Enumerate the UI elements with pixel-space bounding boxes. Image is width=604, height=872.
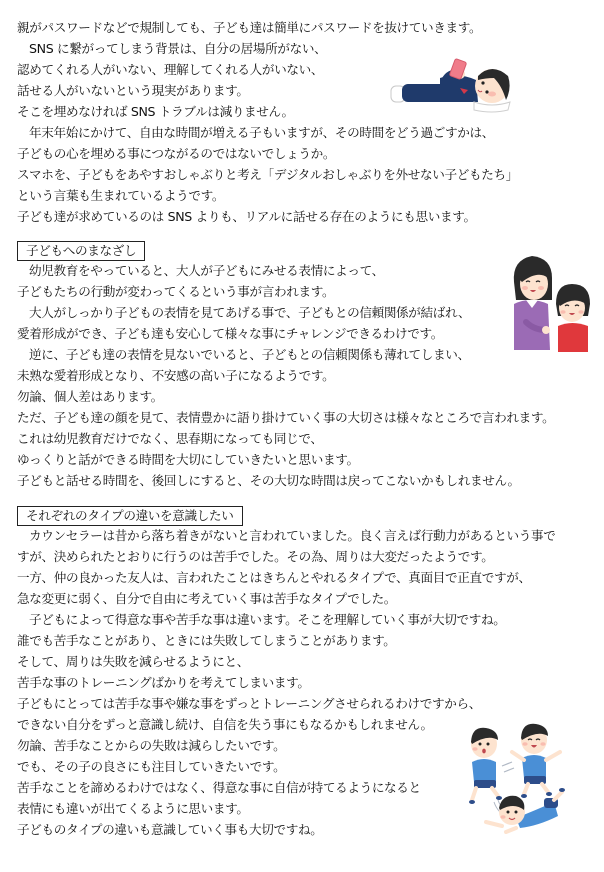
paragraph-line: SNS に繋がってしまう背景は、自分の居場所がない、 <box>29 41 327 56</box>
paragraph-line: 子どもたちの行動が変わってくるという事が言われます。 <box>17 284 335 299</box>
paragraph-line: 勿論、個人差はあります。 <box>17 389 163 404</box>
paragraph-line: 話せる人がいないという現実があります。 <box>17 83 249 98</box>
paragraph-line: スマホを、子どもをあやすおしゃぶりと考え「デジタルおしゃぶりを外せない子どもたち」 <box>17 167 518 182</box>
paragraph-line: ただ、子ども達の顔を見て、表情豊かに語り掛けていく事の大切さは様々なところで言われます。 <box>17 410 555 425</box>
paragraph-line: 子どものタイプの違いも意識していく事も大切ですね。 <box>17 822 323 837</box>
paragraph-line: 年末年始にかけて、自由な時間が増える子もいますが、その時間をどう過ごすかは、 <box>29 125 495 140</box>
paragraph-line: 認めてくれる人がいない、理解してくれる人がいない、 <box>17 62 324 77</box>
paragraph-line: 一方、仲の良かった友人は、言われたことはきちんとやれるタイプで、真面目で正直ですが、 <box>17 570 531 585</box>
paragraph-line: 逆に、子ども達の表情を見ないでいると、子どもとの信頼関係も薄れてしまい、 <box>29 347 470 362</box>
paragraph-line: ゆっくりと話ができる時間を大切にしていきたいと思います。 <box>17 452 359 467</box>
paragraph-line: でも、その子の良さにも注目していきたいです。 <box>17 759 286 774</box>
paragraph-line: カウンセラーは昔から落ち着きがないと言われていました。良く言えば行動力があるという事で <box>29 528 556 543</box>
paragraph-line: 急な変更に弱く、自分で自由に考えていく事は苦手なタイプでした。 <box>17 591 397 606</box>
paragraph-line: 苦手な事のトレーニングばかりを考えてしまいます。 <box>17 675 310 690</box>
paragraph-line: 親がパスワードなどで規制しても、子ども達は簡単にパスワードを抜けていきます。 <box>17 20 482 35</box>
paragraph-line: 誰でも苦手なことがあり、ときには失敗してしまうことがあります。 <box>17 633 396 648</box>
paragraph-line: という言葉も生まれているようです。 <box>17 188 225 203</box>
paragraph-line: 子ども達が求めているのは SNS よりも、リアルに話せる存在のようにも思います。 <box>17 209 476 224</box>
child-lying-with-phone-illustration <box>388 58 513 116</box>
boy-happy <box>512 724 560 798</box>
three-boys-jumping-illustration <box>466 722 566 834</box>
paragraph-line: 未熟な愛着形成となり、不安感の高い子になるようです。 <box>17 368 335 383</box>
paragraph-line: 子どもにとっては苦手な事や嫌な事をずっとトレーニングさせられるわけですから、 <box>17 696 482 711</box>
paragraph-line: 愛着形成ができ、子ども達も安心して様々な事にチャレンジできるわけです。 <box>17 326 444 341</box>
boy-surprised <box>469 728 502 804</box>
paragraph-line: そこを埋めなければ SNS トラブルは減りません。 <box>17 104 294 119</box>
paragraph-line: 勿論、苦手なことからの失敗は減らしたいです。 <box>17 738 286 753</box>
paragraph-line: 幼児教育をやっていると、大人が子どもにみせる表情によって、 <box>29 263 384 278</box>
paragraph-line: すが、決められたとおりに行うのは苦手でした。その為、周りは大変だったようです。 <box>17 549 494 564</box>
mother-and-daughter-illustration <box>508 252 592 354</box>
paragraph-line: 子どもの心を埋める事につながるのではないでしょうか。 <box>17 146 336 161</box>
paragraph-line: これは幼児教育だけでなく、思春期になっても同じで、 <box>17 431 323 446</box>
paragraph-line: 表情にも違いが出てくるように思います。 <box>17 801 249 816</box>
section-heading: 子どもへのまなざし <box>17 241 145 261</box>
paragraph-line: できない自分をずっと意識し続け、自信を失う事にもなるかもしれません。 <box>17 717 433 732</box>
paragraph-line: 苦手なことを諦めるわけではなく、得意な事に自信が持てるようになると <box>17 780 421 795</box>
paragraph-line: そして、周りは失敗を減らせるようにと、 <box>17 654 250 669</box>
paragraph-line: 大人がしっかり子どもの表情を見てあげる事で、子どもとの信頼関係が結ばれ、 <box>29 305 471 320</box>
paragraph-line: 子どもによって得意な事や苦手な事は違います。そこを理解していく事が大切ですね。 <box>29 612 506 627</box>
paragraph-line: 子どもと話せる時間を、後回しにすると、その大切な時間は戻ってこないかもしれません。 <box>17 473 520 488</box>
section-heading: それぞれのタイプの違いを意識したい <box>17 506 243 526</box>
